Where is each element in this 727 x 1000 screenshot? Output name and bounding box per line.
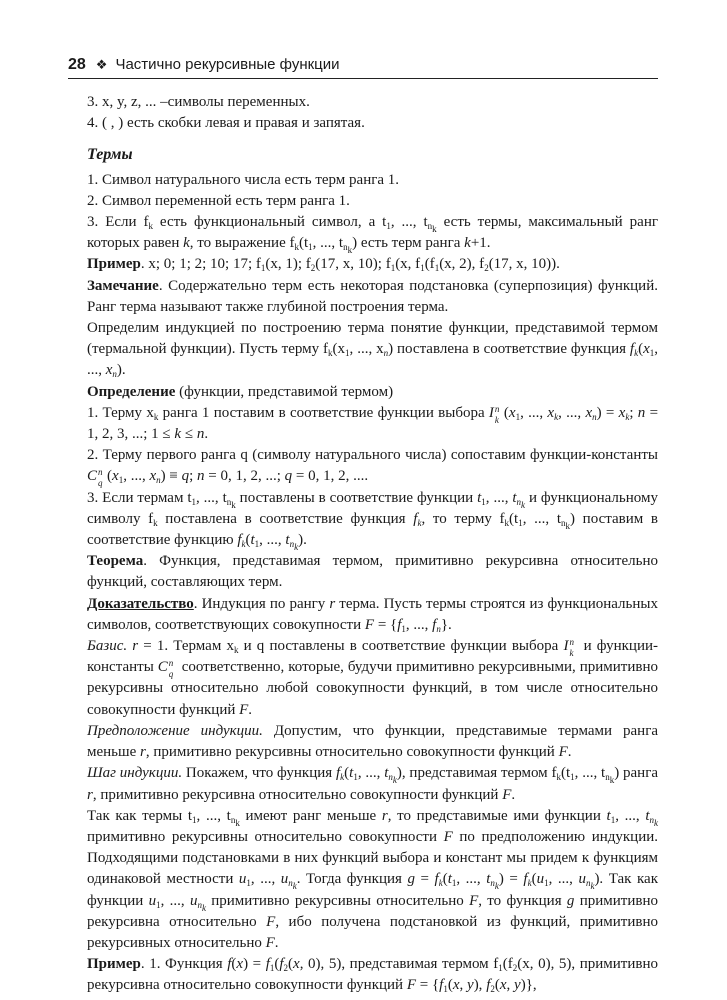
running-header xyxy=(68,52,658,79)
diamond-icon: ❖ xyxy=(95,57,108,72)
remark-label: Замечание xyxy=(87,277,159,294)
proof-label: Доказательство xyxy=(87,595,194,612)
paragraph: 2. Терму первого ранга q (символу натурального числа) сопоставим функции-константы C n q ($x_1$, ..., $x_n) \equiv q$; n = 0, 1, 2, ...; q = 0, 1, 2, .... xyxy=(87,447,658,489)
list-item: 2. Символ переменной есть терм ранга 1. xyxy=(87,192,350,209)
example-label: Пример xyxy=(87,956,141,973)
definition-label: Определение xyxy=(87,383,176,400)
section-heading-terms: Термы xyxy=(87,146,133,164)
example-paragraph: Пример. x; 0; 1; 2; 10; 17; $f_1(x$, 1); $f_2(17$, x, 10); $f_1(x$, $f_1(f_1(x$, 2), $f_2(17$, x, 10)). xyxy=(87,256,560,274)
paragraph: 1. Терму $x_k$ ранга 1 поставим в соответствие функции выбора I n k ($x_1$, ..., $x_k$, ..., $x_n) = x_k$; n = 1, 2, 3, ...; 1 ≤ k ≤ n. xyxy=(87,403,659,443)
remark-paragraph: Замечание. Содержательно терм есть некоторая подстановка (суперпозиция) функций. Ранг терма называют также глубиной построения терма. xyxy=(87,277,658,315)
example-paragraph: Пример. 1. Функция $f(x) = f_1(f_2(x$, 0), 5), представимая термом $f_1(f_2(x$, 0), 5), примитивно рекурсивна относительно совокупности функций $F = \{f_1(x$, y), $f_2(x$, y)}, xyxy=(87,956,658,995)
list-item: 4. ( , ) есть скобки левая и правая и запятая. xyxy=(87,115,365,132)
paragraph: Определим индукцией по построению терма понятие функции, представимой термом (термальной функции). Пусть терму $f_k(x_1$, ..., $x_n$) поставлена в соответствие функция $f_k(x_1$, ..., $x_n$). xyxy=(87,320,659,380)
page-body xyxy=(87,92,658,997)
step-label: Шаг индукции. xyxy=(87,765,183,782)
proof-paragraph: Доказательство. Индукция по рангу r терма. Пусть термы строятся из функциональных символов, соответствующих совокупности $F = \{f_1$, ..., $f_n$}. xyxy=(87,595,658,634)
theorem-label: Теорема xyxy=(87,553,144,570)
definition-paragraph: Определение (функции, представимой термом) xyxy=(87,383,394,400)
theorem-paragraph: Теорема. Функция, представимая термом, примитивно рекурсивна относительно функций, составляющих терм. xyxy=(87,553,658,591)
list-item: 3. Если $f_k$ есть функциональный символ, а $t_1$, ..., $t_{n_k}$ есть термы, максимальный ранг которых равен k, то выражение $f_k(t_1$, ..., $t_{n_k}$) есть терм ранга k+1. xyxy=(87,214,658,256)
example-label: Пример xyxy=(87,256,141,273)
hypothesis-label: Предположение индукции. xyxy=(87,722,263,739)
step-paragraph: Шаг индукции. Покажем, что функция $f_k(t_1$, ..., $t_{n_k}$), представимая термом $f_k(t_1$, ..., $t_{n_k}$) ранга r, примитивно рекурсивна относительно совокупности функций F. xyxy=(87,765,659,803)
hypothesis-paragraph: Предположение индукции. Допустим, что функции, представимые термами ранга меньше r, примитивно рекурсивны относительно совокупности функций F. xyxy=(87,722,658,761)
basis-paragraph: Базис. r = 1. Термам $x_k$ и q поставлены в соответствие функции выбора I n k и функции-константы C n q соответственно, которые, будучи примитивно рекурсивными, примитивно рекурсивны относительно любой совокупности функций, в том числе относительно совокупности функций F. xyxy=(87,637,659,718)
paragraph: 3. Если термам $t_1$, ..., $t_{n_k}$ поставлены в соответствие функции $t_1$, ..., $t_{n_k}$ и функциональному символу $f_k$ поставлена в соответствие функция $f_k$, то терму $f_k(t_1$, ..., $t_{n_k}$) поставим в соответствие функцию $f_k(t_1$, ..., $t_{n_k}$). xyxy=(87,489,658,553)
chapter-title: Частично рекурсивные функции xyxy=(115,56,340,73)
paragraph: Так как термы $t_1$, ..., $t_{n_k}$ имеют ранг меньше r, то представимые ими функции $t_1$, ..., $t_{n_k}$ примитивно рекурсивны относительно совокупности F по предположению индукции. Подходящими подстановками в них функций выбора и констант мы придем к функциям одинаковой местности $u_1$, ..., $u_{n_k}$. Тогда функция $g = f_k(t_1$, ..., $t_{n_k}) = f_k(u_1$, ..., $u_{n_k}$). Так как функции $u_1$, ..., $u_{n_k}$ примитивно рекурсивны относительно F, то функция g примитивно рекурсивна относительно F, ибо получена подстановкой из функций, примитивно рекурсивных относительно F. xyxy=(87,807,659,951)
basis-label: Базис. xyxy=(87,638,128,655)
list-item: 3. x, y, z, ... –символы переменных. xyxy=(87,94,310,110)
page-number: 28 xyxy=(68,56,86,73)
list-item: 1. Символ натурального числа есть терм ранга 1. xyxy=(87,171,400,188)
